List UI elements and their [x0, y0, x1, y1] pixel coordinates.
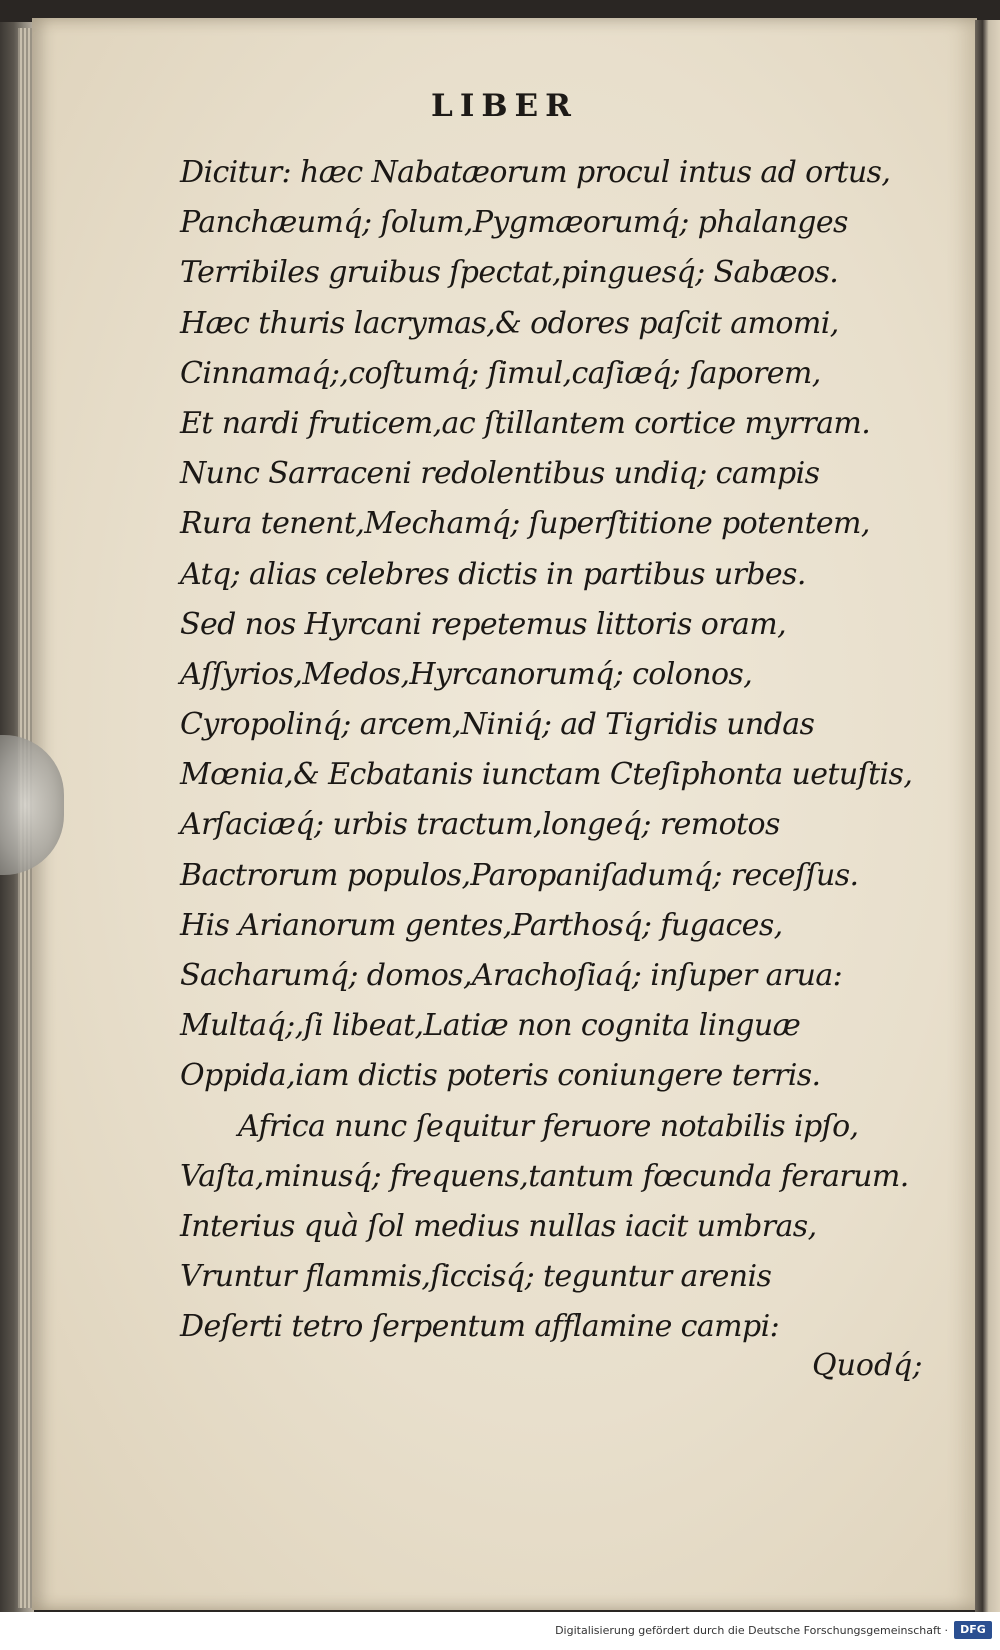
verse-line: Vruntur flammis,ſiccisq́; teguntur arenis — [180, 1259, 772, 1295]
verse-line: Et nardi fruticem,ac ſtillantem cortice myrram. — [180, 405, 871, 441]
footer-bar — [0, 1612, 1000, 1650]
verse-block — [180, 148, 940, 1353]
verse-line: Vaſta,minusq́; frequens,tantum fœcunda ferarum. — [180, 1158, 909, 1194]
verse-line: Aſſyrios,Medos,Hyrcanorumq́; colonos, — [180, 656, 753, 692]
book-page — [32, 18, 977, 1610]
verse-line: Sacharumq́; domos,Arachoſiaq́; inſuper arua: — [180, 958, 843, 993]
verse-line: Sed nos Hyrcani repetemus littoris oram, — [180, 606, 787, 642]
verse-line: Dicitur: hæc Nabatæorum procul intus ad ortus, — [180, 155, 891, 190]
facing-page-edge — [975, 20, 1000, 1612]
verse-line: Hæc thuris lacrymas,& odores paſcit amomi, — [180, 305, 839, 341]
verse-line: His Arianorum gentes,Parthosq́; fugaces, — [180, 907, 783, 943]
verse-line: Nunc Sarraceni redolentibus undiq; campis — [180, 456, 820, 492]
verse-line: Oppida,iam dictis poteris coniungere terris. — [180, 1058, 821, 1094]
verse-line: Africa nunc ſequitur feruore notabilis ipſo, — [238, 1108, 859, 1144]
verse-line: Bactrorum populos,Paropaniſadumq́; receſſus. — [180, 857, 859, 893]
verse-line: Deſerti tetro ſerpentum afflamine campi: — [180, 1309, 780, 1345]
verse-line: Panchæumq́; ſolum,Pygmæorumq́; phalanges — [180, 205, 848, 241]
catchword: Quodq́; — [812, 1348, 923, 1383]
dfg-logo-icon: DFG — [954, 1621, 992, 1639]
funding-credit: Digitalisierung gefördert durch die Deutsche Forschungsgemeinschaft · — [555, 1624, 948, 1637]
verse-line: Arſaciæq́; urbis tractum,longeq́; remotos — [180, 807, 780, 843]
verse-line: Cinnamaq́;,coſtumq́; ſimul,caſiæq́; ſaporem, — [180, 355, 821, 391]
verse-line: Atq; alias celebres dictis in partibus urbes. — [180, 556, 806, 592]
running-head: LIBER — [431, 88, 578, 124]
verse-line: Rura tenent,Mechamq́; ſuperſtitione potentem, — [180, 506, 870, 542]
verse-line: Multaq́;,ſi libeat,Latiæ non cognita linguæ — [180, 1008, 801, 1044]
verse-line: Cyropolinq́; arcem,Niniq́; ad Tigridis undas — [180, 707, 815, 743]
verse-line: Interius quà ſol medius nullas iacit umbras, — [180, 1208, 817, 1244]
verse-line: Mœnia,& Ecbatanis iunctam Cteſiphonta uetuſtis, — [180, 757, 913, 793]
verse-line: Terribiles gruibus ſpectat,pinguesq́; Sabæos. — [180, 255, 839, 291]
